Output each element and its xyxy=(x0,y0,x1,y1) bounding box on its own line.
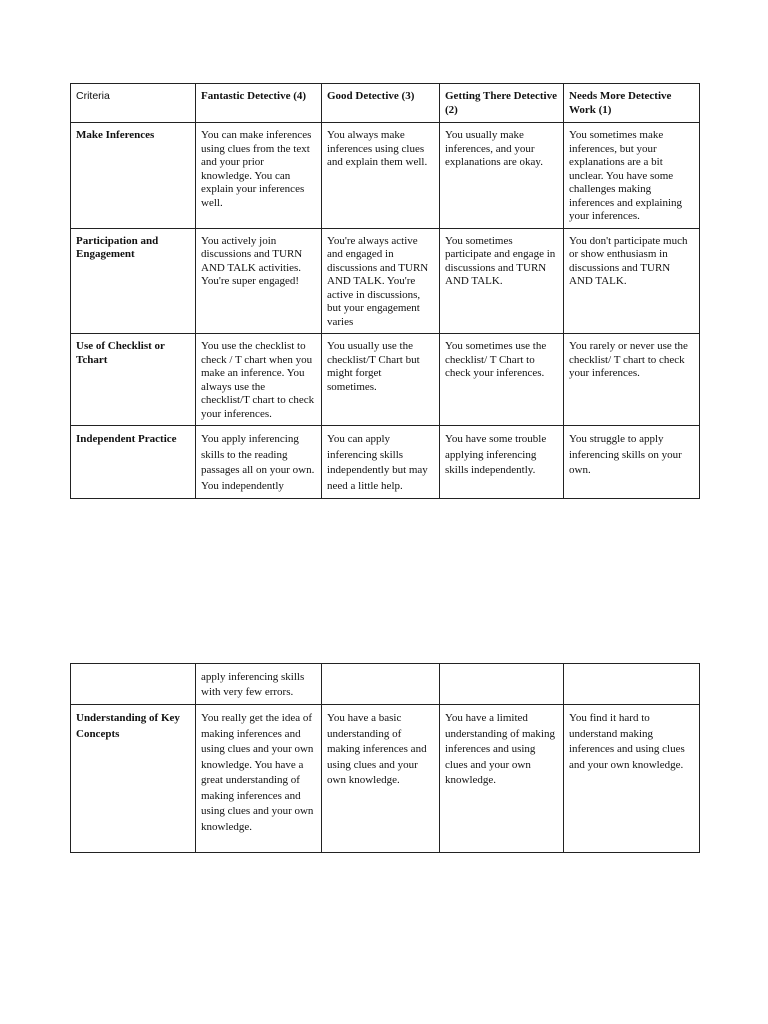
descriptor-cell: apply inferencing skills with very few errors. xyxy=(196,664,322,705)
header-level-4: Fantastic Detective (4) xyxy=(196,84,322,123)
descriptor-cell xyxy=(564,664,700,705)
table-row xyxy=(71,123,700,229)
header-level-3: Good Detective (3) xyxy=(322,84,440,123)
descriptor-cell: You have a basic understanding of making inferences and using clues and your own knowledge. xyxy=(322,705,440,853)
table-row xyxy=(71,334,700,426)
table-row xyxy=(71,664,700,705)
descriptor-cell: You rarely or never use the checklist/ T chart to check your inferences. xyxy=(564,334,700,426)
descriptor-cell: You have a limited understanding of making inferences and using clues and your own knowledge. xyxy=(440,705,564,853)
header-level-1: Needs More Detective Work (1) xyxy=(564,84,700,123)
criterion-cell: Understanding of Key Concepts xyxy=(71,705,196,853)
criterion-cell: Use of Checklist or Tchart xyxy=(71,334,196,426)
descriptor-cell: You sometimes use the checklist/ T Chart to check your inferences. xyxy=(440,334,564,426)
descriptor-cell xyxy=(440,664,564,705)
descriptor-cell: You can make inferences using clues from the text and your prior knowledge. You can explain your inferences well. xyxy=(196,123,322,229)
descriptor-cell: You have some trouble applying inferencing skills independently. xyxy=(440,426,564,499)
header-level-2: Getting There Detective (2) xyxy=(440,84,564,123)
criterion-cell: Make Inferences xyxy=(71,123,196,229)
descriptor-cell: You can apply inferencing skills independently but may need a little help. xyxy=(322,426,440,499)
table-row xyxy=(71,426,700,499)
descriptor-cell: You really get the idea of making inferences and using clues and your own knowledge. You have a great understanding of making inferences and using clues and your own knowledge. xyxy=(196,705,322,853)
table-row xyxy=(71,228,700,334)
descriptor-cell: You sometimes participate and engage in discussions and TURN AND TALK. xyxy=(440,228,564,334)
descriptor-cell xyxy=(322,664,440,705)
descriptor-cell: You're always active and engaged in discussions and TURN AND TALK. You're active in discussions, but your engagement varies xyxy=(322,228,440,334)
descriptor-cell: You actively join discussions and TURN AND TALK activities. You're super engaged! xyxy=(196,228,322,334)
criterion-cell: Participation and Engagement xyxy=(71,228,196,334)
rubric-table-page-1 xyxy=(70,83,700,499)
descriptor-cell: You struggle to apply inferencing skills on your own. xyxy=(564,426,700,499)
descriptor-cell: You find it hard to understand making inferences and using clues and your own knowledge. xyxy=(564,705,700,853)
descriptor-cell: You don't participate much or show enthusiasm in discussions and TURN AND TALK. xyxy=(564,228,700,334)
criterion-cell: Independent Practice xyxy=(71,426,196,499)
criterion-cell xyxy=(71,664,196,705)
descriptor-cell: You sometimes make inferences, but your explanations are a bit unclear. You have some challenges making inferences and explaining your inferences. xyxy=(564,123,700,229)
table-row xyxy=(71,705,700,853)
descriptor-cell: You always make inferences using clues and explain them well. xyxy=(322,123,440,229)
header-criteria: Criteria xyxy=(71,84,196,123)
rubric-table-page-2 xyxy=(70,663,700,853)
descriptor-cell: You usually make inferences, and your explanations are okay. xyxy=(440,123,564,229)
header-row xyxy=(71,84,700,123)
descriptor-cell: You usually use the checklist/T Chart but might forget sometimes. xyxy=(322,334,440,426)
descriptor-cell: You apply inferencing skills to the reading passages all on your own. You independently xyxy=(196,426,322,499)
descriptor-cell: You use the checklist to check / T chart when you make an inference. You always use the checklist/T chart to check your inferences. xyxy=(196,334,322,426)
